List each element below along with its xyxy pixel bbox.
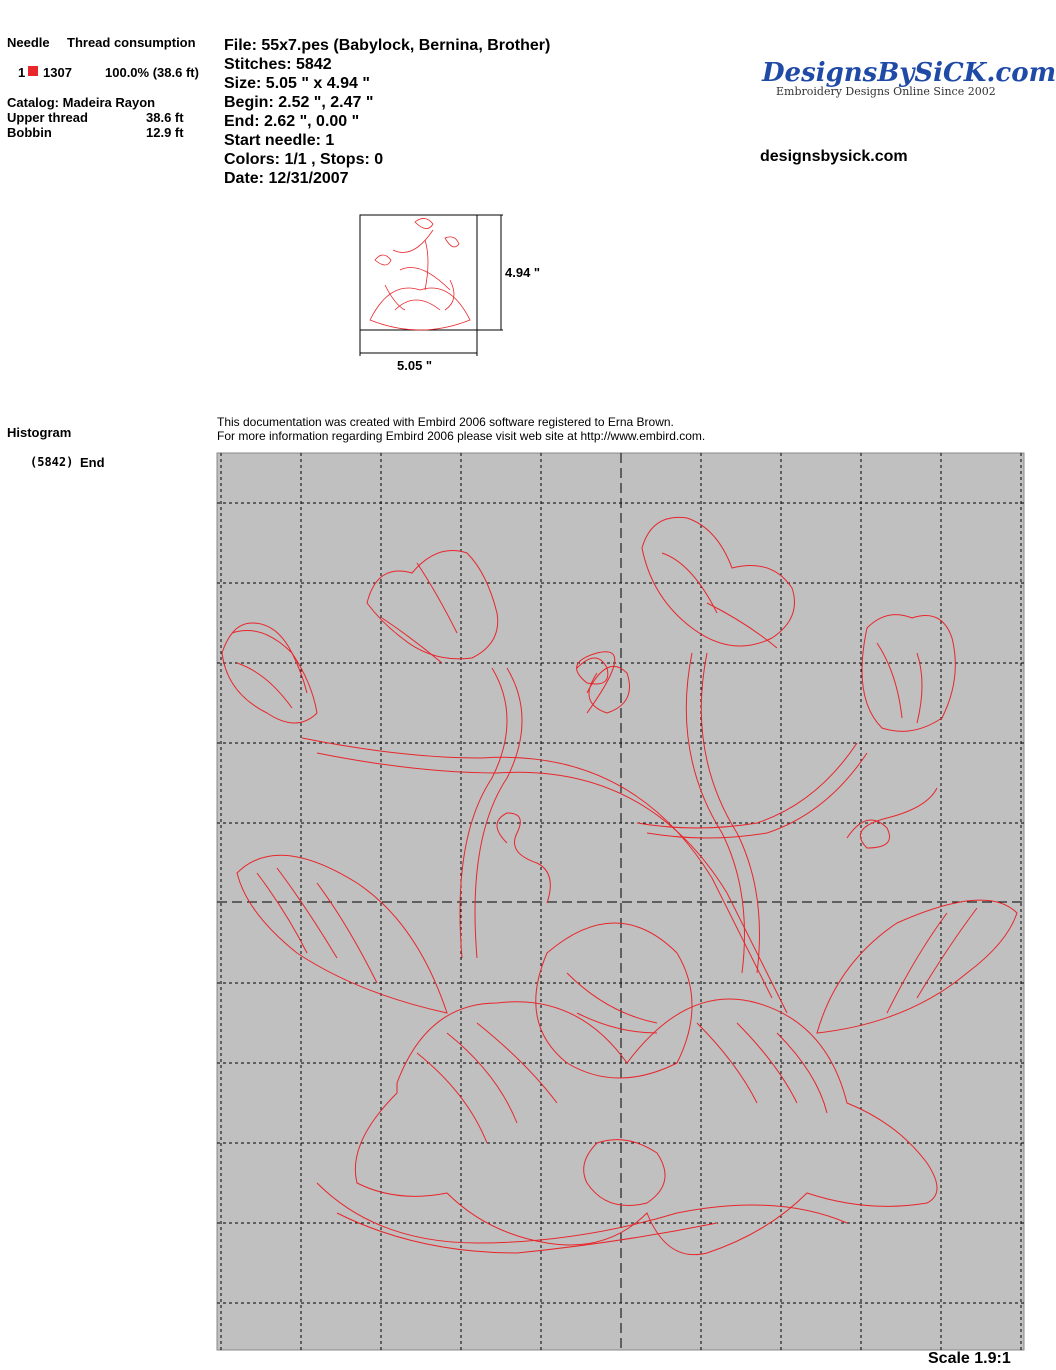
histogram-end: End (80, 455, 105, 470)
design-size: Size: 5.05 " x 4.94 " (224, 75, 370, 92)
thumbnail-height-label: 4.94 " (505, 265, 541, 280)
stitches-count: Stitches: 5842 (224, 56, 332, 73)
design-preview (217, 453, 1024, 1350)
histogram-label: Histogram (7, 425, 72, 440)
thread-row-code: 1307 (43, 65, 72, 80)
start-needle: Start needle: 1 (224, 132, 335, 149)
bobbin-label: Bobbin (7, 125, 52, 140)
histogram-count: (5842) (30, 455, 74, 469)
scale-label: Scale 1.9:1 (928, 1350, 1011, 1367)
file-info (224, 36, 550, 188)
thread-consumption-header: Thread consumption (67, 35, 196, 50)
catalog-label: Catalog: Madeira Rayon (7, 95, 156, 110)
end-position: End: 2.62 ", 0.00 " (224, 113, 360, 130)
file-name: File: 55x7.pes (Babylock, Bernina, Brother) (224, 37, 551, 54)
thread-color-swatch (28, 66, 38, 76)
colors-stops: Colors: 1/1 , Stops: 0 (224, 151, 384, 168)
bobbin-value: 12.9 ft (146, 125, 184, 140)
website-label: designsbysick.com (760, 148, 908, 165)
software-notice (217, 415, 705, 443)
upper-thread-label: Upper thread (7, 110, 88, 125)
needle-header: Needle (7, 35, 50, 50)
design-date: Date: 12/31/2007 (224, 170, 349, 187)
thread-row-consumption: 100.0% (38.6 ft) (105, 65, 199, 80)
thumbnail-width-label: 5.05 " (397, 358, 433, 373)
design-thumbnail (355, 210, 555, 380)
logo-tagline: Embroidery Designs Online Since 2002 (776, 85, 996, 98)
upper-thread-value: 38.6 ft (146, 110, 184, 125)
notice-line-2: For more information regarding Embird 2006 please visit web site at http://www.embird.com. (217, 429, 706, 443)
logo-text: DesignsBySiCK.com (762, 58, 1056, 88)
brand-logo (762, 58, 1056, 98)
thread-row-needle: 1 (18, 65, 26, 80)
begin-position: Begin: 2.52 ", 2.47 " (224, 94, 374, 111)
notice-line-1: This documentation was created with Embird 2006 software registered to Erna Brown. (217, 415, 674, 429)
